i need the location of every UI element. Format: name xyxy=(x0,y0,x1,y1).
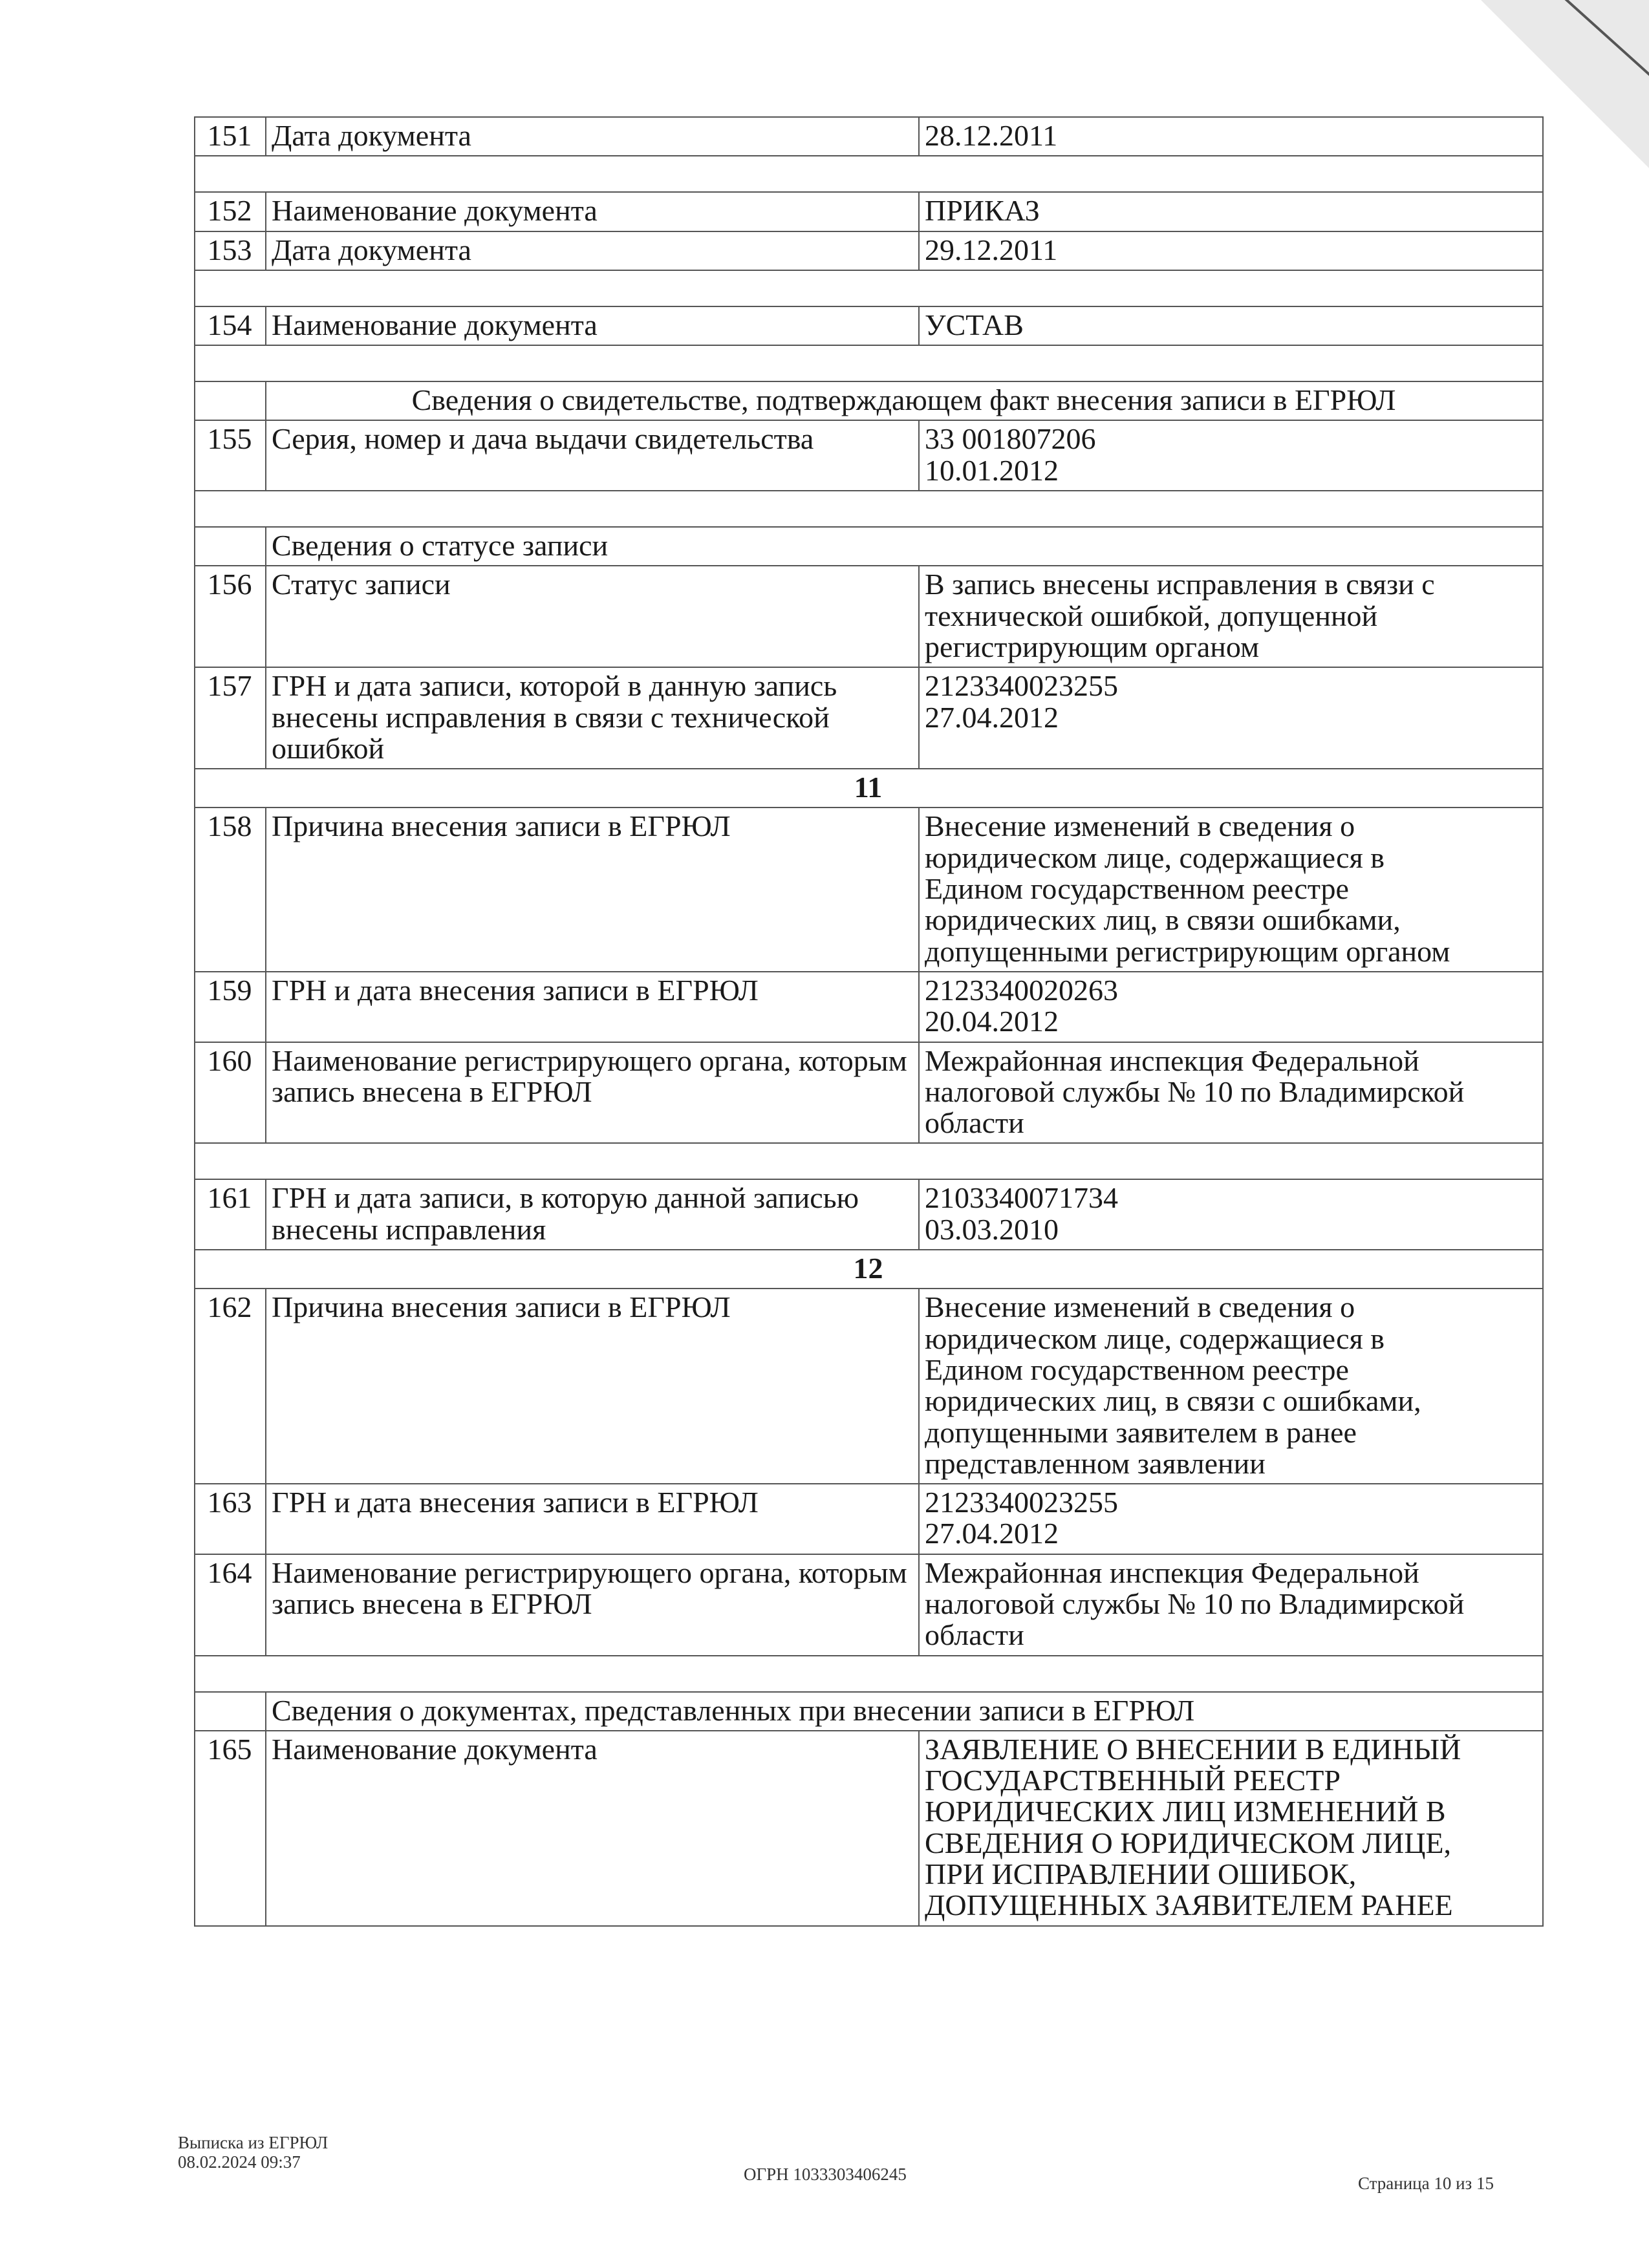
row-number: 165 xyxy=(195,1731,266,1926)
header-empty-cell xyxy=(195,1692,266,1731)
field-value-line: регистрирующим органом xyxy=(925,630,1260,663)
field-label: Дата документа xyxy=(266,231,919,270)
table-row xyxy=(195,1289,1543,1484)
table-row xyxy=(195,117,1543,156)
documents-section-header: Сведения о документах, представленных при внесении записи в ЕГРЮЛ xyxy=(266,1692,1543,1731)
footer-doc-title: Выписка из ЕГРЮЛ xyxy=(178,2133,329,2152)
field-label: ГРН и дата записи, в которую данной записью внесены исправления xyxy=(266,1179,919,1250)
table-row xyxy=(195,1042,1543,1144)
table-row xyxy=(195,1484,1543,1554)
field-value-line: СВЕДЕНИЯ О ЮРИДИЧЕСКОМ ЛИЦЕ, xyxy=(925,1826,1452,1859)
field-value-line: ЮРИДИЧЕСКИХ ЛИЦ ИЗМЕНЕНИЙ В xyxy=(925,1795,1446,1828)
field-label: Наименование регистрирующего органа, которым запись внесена в ЕГРЮЛ xyxy=(266,1042,919,1144)
footer-ogrn: ОГРН 1033303406245 xyxy=(744,2165,907,2184)
field-value-line: В запись внесены исправления в связи с xyxy=(925,568,1435,601)
row-number: 163 xyxy=(195,1484,266,1554)
section-header-row xyxy=(195,381,1543,420)
field-label: Причина внесения записи в ЕГРЮЛ xyxy=(266,808,919,971)
field-value-line: технической ошибкой, допущенной xyxy=(925,599,1378,632)
row-number: 162 xyxy=(195,1289,266,1484)
table-row xyxy=(195,1179,1543,1250)
field-value xyxy=(919,808,1543,971)
field-value-line: 03.03.2010 xyxy=(925,1212,1059,1246)
field-value-line: юридических лиц, в связи ошибками, xyxy=(925,903,1401,937)
row-number: 160 xyxy=(195,1042,266,1144)
field-value-line: представленном заявлении xyxy=(925,1446,1266,1480)
row-number: 156 xyxy=(195,566,266,667)
field-value-line: 2103340071734 xyxy=(925,1181,1118,1215)
field-value-line: Межрайонная инспекция Федеральной xyxy=(925,1043,1419,1077)
field-value xyxy=(919,1554,1543,1656)
field-value-line: Внесение изменений в сведения о xyxy=(925,1290,1355,1324)
field-value xyxy=(919,667,1543,769)
field-value-line: Едином государственном реестре xyxy=(925,1353,1349,1386)
row-number: 151 xyxy=(195,117,266,156)
field-value xyxy=(919,1484,1543,1554)
field-value-line: Межрайонная инспекция Федеральной xyxy=(925,1556,1419,1589)
field-value-line: 29.12.2011 xyxy=(925,233,1058,266)
row-number: 157 xyxy=(195,667,266,769)
field-label: ГРН и дата внесения записи в ЕГРЮЛ xyxy=(266,1484,919,1554)
table-row xyxy=(195,192,1543,231)
field-label: Наименование документа xyxy=(266,192,919,231)
field-value-line: налоговой службы № 10 по Владимирской xyxy=(925,1587,1465,1620)
field-value-line: юридическом лице, содержащиеся в xyxy=(925,840,1385,874)
row-number: 158 xyxy=(195,808,266,971)
field-value-line: 28.12.2011 xyxy=(925,119,1058,152)
row-number: 153 xyxy=(195,231,266,270)
row-number: 164 xyxy=(195,1554,266,1656)
footer-doc-info xyxy=(178,2134,328,2172)
field-label: ГРН и дата записи, которой в данную запись внесены исправления в связи с технической ошибкой xyxy=(266,667,919,769)
field-value-line: 20.04.2012 xyxy=(925,1005,1059,1038)
footer-page-number: Страница 10 из 15 xyxy=(1358,2174,1494,2193)
field-value xyxy=(919,192,1543,231)
section-header-row xyxy=(195,1692,1543,1731)
egrul-extract-table xyxy=(194,116,1544,1927)
field-value-line: области xyxy=(925,1618,1024,1652)
blank-row xyxy=(195,270,1543,306)
field-value-line: ПРИ ИСПРАВЛЕНИИ ОШИБОК, xyxy=(925,1857,1357,1891)
field-value xyxy=(919,231,1543,270)
row-number: 155 xyxy=(195,420,266,491)
field-value-line: 2123340020263 xyxy=(925,973,1118,1007)
blank-row xyxy=(195,1656,1543,1692)
field-value-line: ДОПУЩЕННЫХ ЗАЯВИТЕЛЕМ РАНЕЕ xyxy=(925,1888,1453,1922)
field-value xyxy=(919,420,1543,491)
blank-row xyxy=(195,345,1543,381)
field-value-line: 27.04.2012 xyxy=(925,700,1059,734)
field-value-line: 2123340023255 xyxy=(925,1486,1118,1519)
field-label: Статус записи xyxy=(266,566,919,667)
field-value-line: 33 001807206 xyxy=(925,422,1096,456)
field-value-line: юридических лиц, в связи с ошибками, xyxy=(925,1384,1421,1418)
table-row xyxy=(195,667,1543,769)
field-value-line: области xyxy=(925,1106,1024,1140)
table-row xyxy=(195,1731,1543,1926)
field-label: Наименование документа xyxy=(266,306,919,345)
field-value-line: Внесение изменений в сведения о xyxy=(925,809,1355,843)
field-label: Наименование регистрирующего органа, которым запись внесена в ЕГРЮЛ xyxy=(266,1554,919,1656)
field-label: Серия, номер и дача выдачи свидетельства xyxy=(266,420,919,491)
section-header-row xyxy=(195,527,1543,566)
field-label: Наименование документа xyxy=(266,1731,919,1926)
field-value xyxy=(919,306,1543,345)
field-value-line: 10.01.2012 xyxy=(925,453,1059,487)
row-number: 154 xyxy=(195,306,266,345)
certificate-section-header: Сведения о свидетельстве, подтверждающем факт внесения записи в ЕГРЮЛ xyxy=(266,381,1543,420)
field-label: Дата документа xyxy=(266,117,919,156)
field-value xyxy=(919,1731,1543,1926)
header-empty-cell xyxy=(195,381,266,420)
field-value xyxy=(919,1042,1543,1144)
field-value-line: ПРИКАЗ xyxy=(925,194,1040,228)
header-empty-cell xyxy=(195,527,266,566)
footer-datetime: 08.02.2024 09:37 xyxy=(178,2152,301,2172)
field-value-line: 27.04.2012 xyxy=(925,1517,1059,1550)
field-value-line: допущенными регистрирующим органом xyxy=(925,934,1450,968)
table-row xyxy=(195,306,1543,345)
section-number-11: 11 xyxy=(195,769,1543,808)
section-number-row xyxy=(195,769,1543,808)
field-value xyxy=(919,1289,1543,1484)
field-value xyxy=(919,972,1543,1042)
field-value-line: ЗАЯВЛЕНИЕ О ВНЕСЕНИИ В ЕДИНЫЙ xyxy=(925,1732,1461,1766)
table-row xyxy=(195,420,1543,491)
table-row xyxy=(195,972,1543,1042)
field-value xyxy=(919,117,1543,156)
row-number: 161 xyxy=(195,1179,266,1250)
field-label: Причина внесения записи в ЕГРЮЛ xyxy=(266,1289,919,1484)
field-label: ГРН и дата внесения записи в ЕГРЮЛ xyxy=(266,972,919,1042)
field-value-line: 2123340023255 xyxy=(925,669,1118,703)
field-value-line: Едином государственном реестре xyxy=(925,872,1349,906)
table-row xyxy=(195,1554,1543,1656)
field-value-line: налоговой службы № 10 по Владимирской xyxy=(925,1075,1465,1108)
field-value-line: юридическом лице, содержащиеся в xyxy=(925,1321,1385,1355)
field-value-line: допущенными заявителем в ранее xyxy=(925,1415,1357,1449)
section-number-12: 12 xyxy=(195,1250,1543,1289)
table-row xyxy=(195,808,1543,971)
table-row xyxy=(195,231,1543,270)
field-value-line: УСТАВ xyxy=(925,308,1024,341)
table-row xyxy=(195,566,1543,667)
section-number-row xyxy=(195,1250,1543,1289)
blank-row xyxy=(195,156,1543,192)
row-number: 152 xyxy=(195,192,266,231)
field-value xyxy=(919,566,1543,667)
field-value-line: ГОСУДАРСТВЕННЫЙ РЕЕСТР xyxy=(925,1764,1341,1797)
blank-row xyxy=(195,491,1543,527)
blank-row xyxy=(195,1143,1543,1179)
row-number: 159 xyxy=(195,972,266,1042)
field-value xyxy=(919,1179,1543,1250)
status-section-header: Сведения о статусе записи xyxy=(266,527,1543,566)
